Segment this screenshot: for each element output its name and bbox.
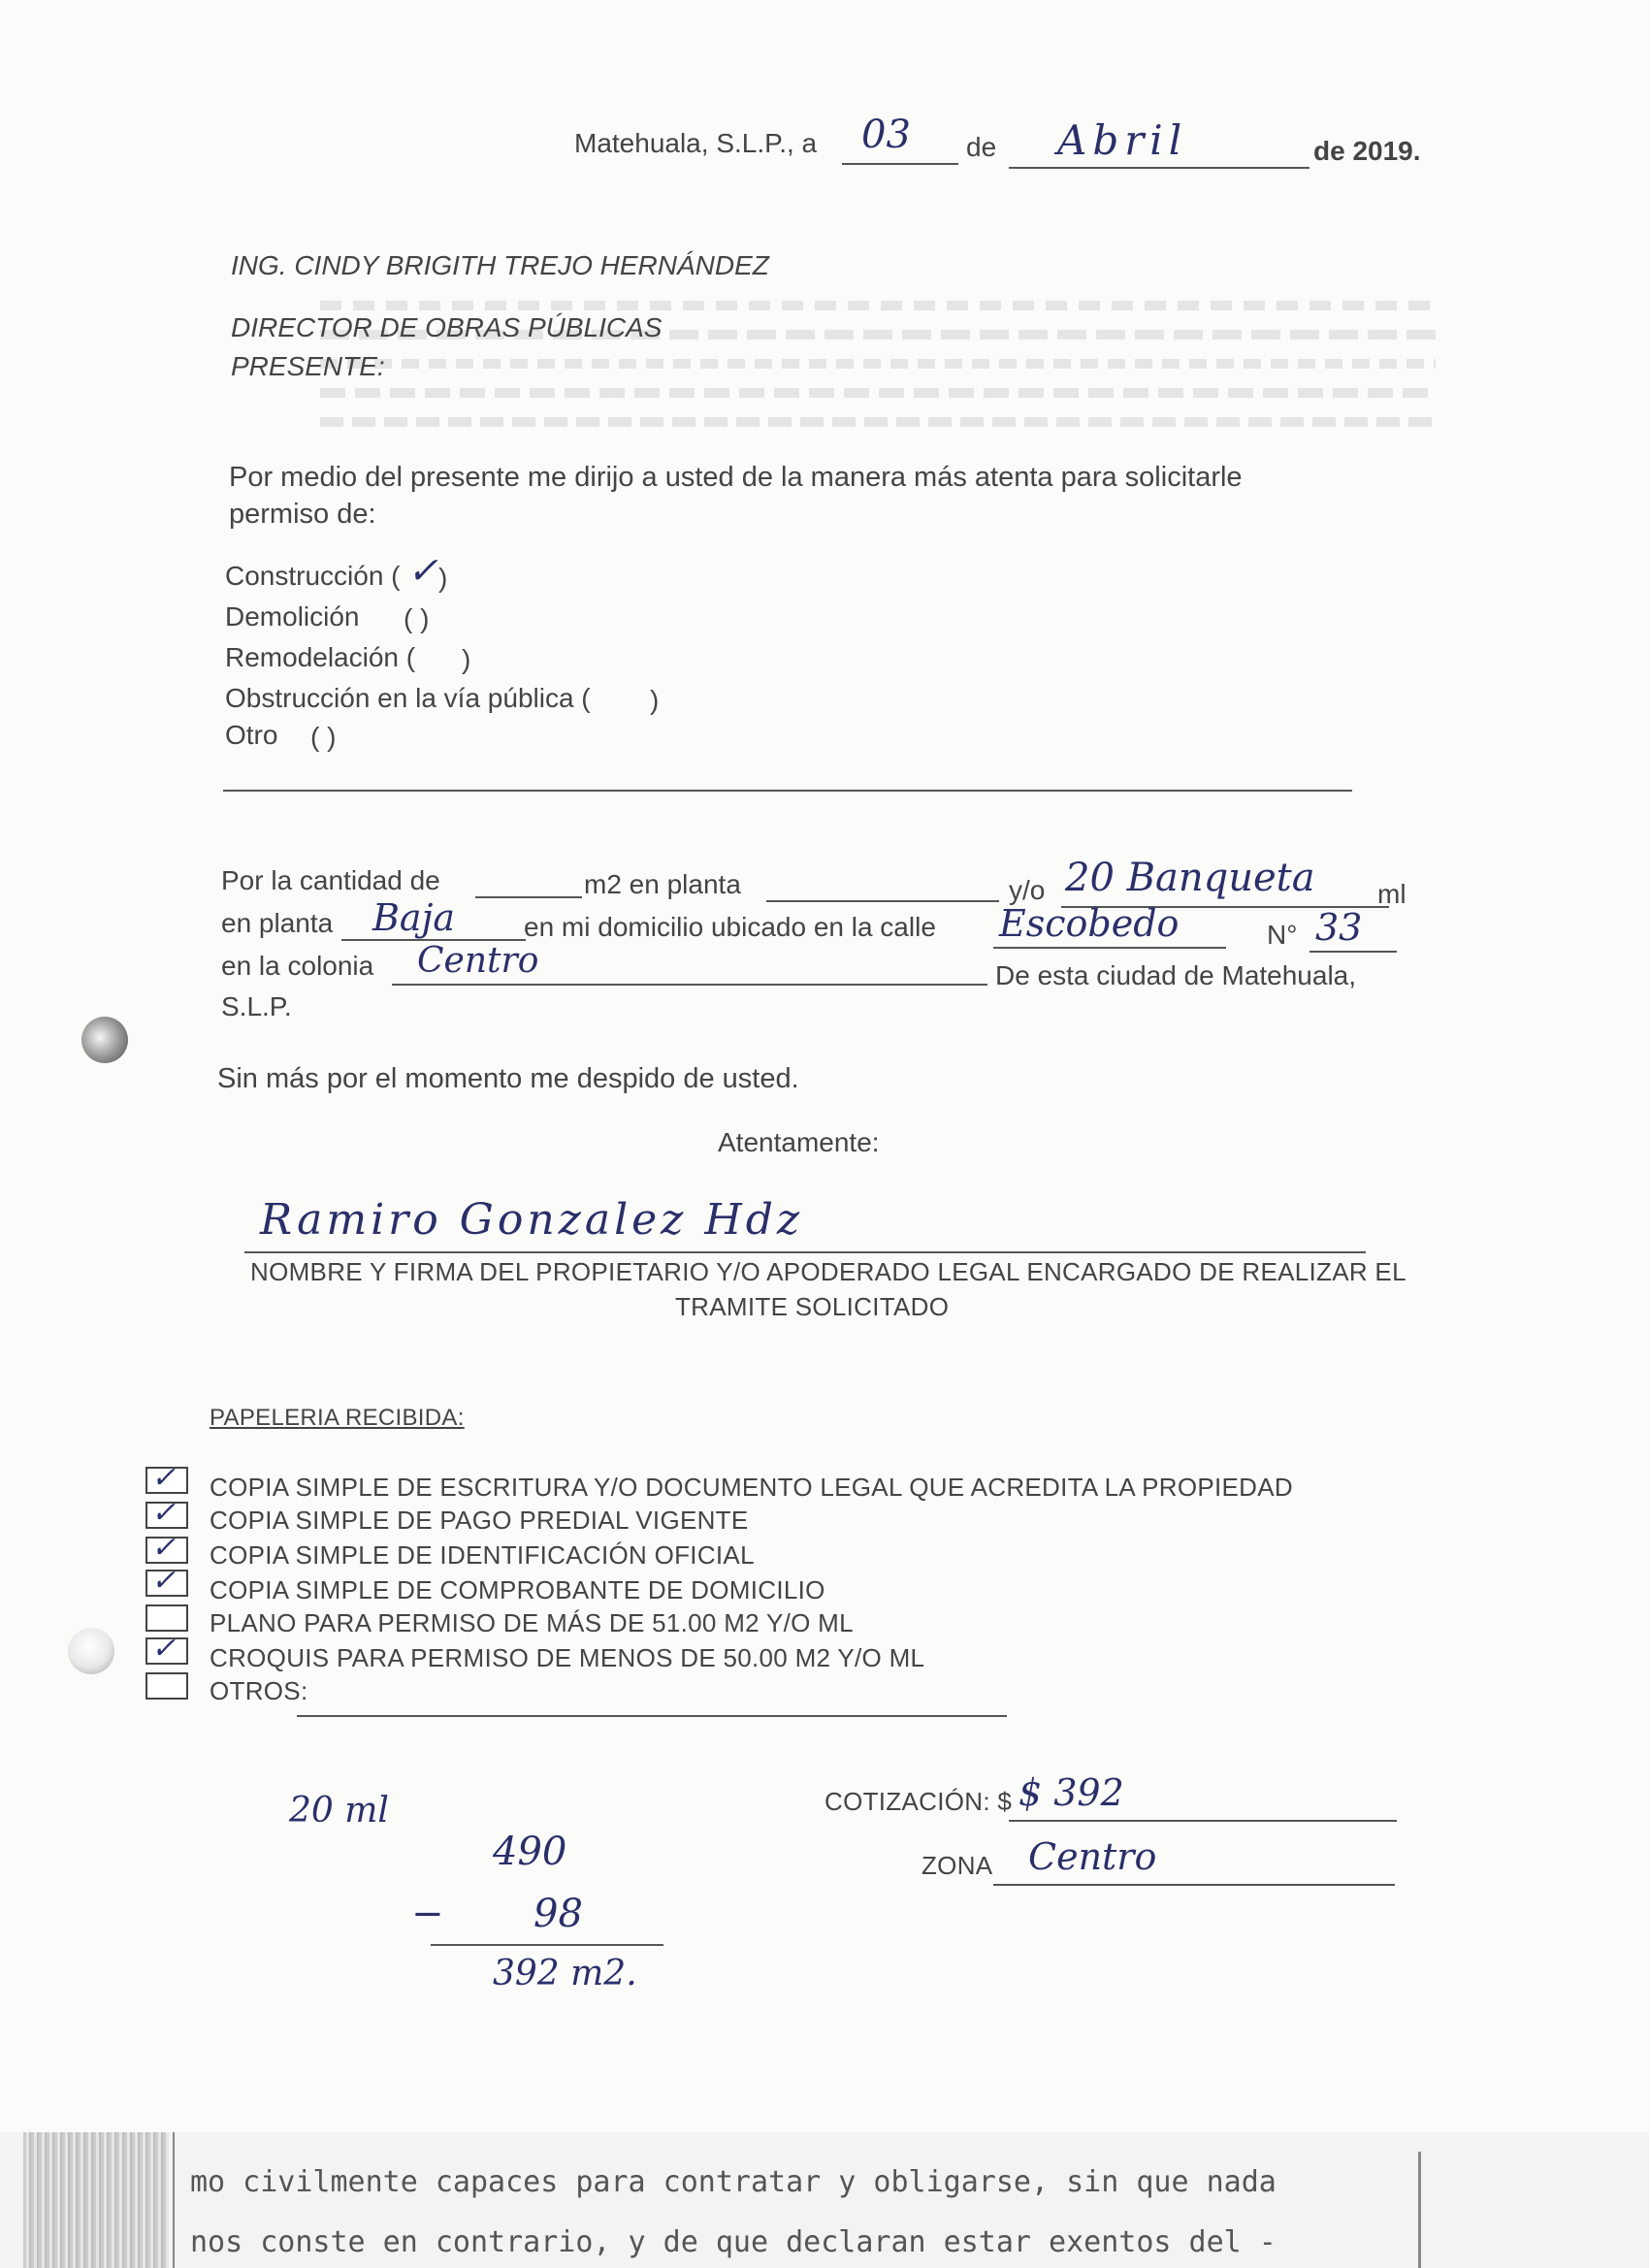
day-underline	[842, 163, 958, 165]
otro-underline	[223, 790, 1352, 792]
firma-caption-line2: TRAMITE SOLICITADO	[675, 1292, 950, 1321]
scan-noise-left	[23, 2132, 169, 2268]
firma-caption-line1: NOMBRE Y FIRMA DEL PROPIETARIO Y/O APODERADO LEGAL ENCARGADO DE REALIZAR EL	[250, 1257, 1406, 1286]
punch-hole-bottom	[68, 1628, 114, 1674]
checkbox[interactable]	[146, 1564, 188, 1598]
en-planta-label: en planta	[221, 908, 334, 938]
cantidad-label: Por la cantidad de	[221, 865, 440, 895]
checkbox[interactable]	[146, 1604, 188, 1632]
zona-label: ZONA	[922, 1851, 993, 1880]
check-mark-icon: ✓	[407, 549, 438, 592]
permit-label: Otro	[225, 720, 278, 750]
otros-underline	[297, 1715, 1007, 1717]
zona-value: Centro	[1028, 1835, 1157, 1878]
m2-label: m2 en planta	[584, 869, 741, 899]
papeleria-item-label: OTROS:	[210, 1676, 308, 1705]
checkbox[interactable]	[146, 1632, 188, 1666]
papeleria-item-label: PLANO PARA PERMISO DE MÁS DE 51.00 M2 Y/O ML	[210, 1608, 854, 1637]
cotizacion-label: COTIZACIÓN: $	[824, 1787, 1013, 1816]
papeleria-item-label: COPIA SIMPLE DE ESCRITURA Y/O DOCUMENTO LEGAL QUE ACREDITA LA PROPIEDAD	[210, 1473, 1293, 1502]
atentamente: Atentamente:	[718, 1127, 880, 1157]
typewriter-line2: nos conste en contrario, y de que declaran estar exentos del -	[190, 2225, 1277, 2259]
punch-hole-top	[81, 1017, 128, 1063]
permit-close: )	[438, 563, 448, 593]
check-mark-icon: ✓	[151, 1632, 177, 1666]
colonia-value: Centro	[417, 941, 539, 981]
date-place: Matehuala, S.L.P., a	[574, 128, 818, 158]
domicilio-label: en mi domicilio ubicado en la calle	[524, 912, 936, 942]
check-mark-icon: ✓	[151, 1461, 177, 1495]
date-day: 03	[861, 113, 911, 157]
scan-rule-right	[1418, 2152, 1421, 2268]
bleed-through	[320, 281, 1436, 825]
recipient-presente: PRESENTE:	[231, 351, 385, 381]
intro-line1: Por medio del presente me dirijo a usted de la manera más atenta para solicitarle	[229, 462, 1243, 493]
m2-underline	[766, 900, 999, 902]
cantidad-underline	[475, 896, 582, 898]
calle-underline	[993, 947, 1226, 949]
papeleria-item-label: COPIA SIMPLE DE PAGO PREDIAL VIGENTE	[210, 1506, 749, 1535]
permit-close: )	[650, 685, 660, 715]
date-year: de 2019.	[1313, 136, 1421, 166]
permit-close: ( )	[404, 603, 430, 633]
papeleria-item-label: COPIA SIMPLE DE IDENTIFICACIÓN OFICIAL	[210, 1540, 755, 1570]
permit-label: Obstrucción en la vía pública (	[225, 683, 591, 713]
planta-value: Baja	[372, 896, 456, 939]
permit-close: )	[462, 644, 471, 674]
checkbox[interactable]	[146, 1461, 188, 1495]
papeleria-item-label: COPIA SIMPLE DE COMPROBANTE DE DOMICILIO	[210, 1575, 825, 1604]
signature-line	[244, 1251, 1366, 1253]
signature: Ramiro Gonzalez Hdz	[260, 1195, 804, 1245]
recipient-name: ING. CINDY BRIGITH TREJO HERNÁNDEZ	[231, 250, 769, 280]
month-underline	[1009, 167, 1310, 169]
calc-line1: 20 ml	[289, 1791, 389, 1831]
colonia-label: en la colonia	[221, 951, 374, 981]
bottom-scan-strip	[0, 2132, 1649, 2268]
scan-rule-left	[173, 2132, 175, 2268]
ml-value: 20 Banqueta	[1065, 856, 1315, 900]
calc-line3: 98	[534, 1892, 583, 1936]
papeleria-item-label: CROQUIS PARA PERMISO DE MENOS DE 50.00 M2 Y/O ML	[210, 1643, 925, 1672]
calle-value: Escobedo	[999, 902, 1180, 945]
checkbox[interactable]	[146, 1496, 188, 1530]
slp-label: S.L.P.	[221, 991, 292, 1021]
cotizacion-value: $ 392	[1018, 1771, 1124, 1814]
checkbox[interactable]	[146, 1672, 188, 1700]
calc-rule	[431, 1944, 663, 1946]
despedida: Sin más por el momento me despido de usted.	[217, 1063, 799, 1094]
recipient-title: DIRECTOR DE OBRAS PÚBLICAS	[231, 312, 663, 342]
permit-close: ( )	[310, 722, 337, 752]
date-month: Abril	[1057, 116, 1188, 164]
colonia-underline	[392, 984, 987, 986]
calc-minus: −	[411, 1892, 444, 1936]
num-value: 33	[1315, 906, 1363, 949]
check-mark-icon: ✓	[151, 1564, 177, 1598]
ml-suffix: ml	[1377, 879, 1406, 909]
calc-line2: 490	[493, 1830, 567, 1874]
num-underline	[1310, 951, 1397, 953]
permit-label: Remodelación (	[225, 642, 416, 672]
permit-label: Construcción (	[225, 561, 401, 591]
ciudad-label: De esta ciudad de Matehuala,	[995, 960, 1357, 990]
num-label: N°	[1267, 920, 1298, 950]
check-mark-icon: ✓	[151, 1531, 177, 1565]
yo-label: y/o	[1009, 875, 1046, 905]
zona-underline	[993, 1884, 1395, 1886]
checkbox[interactable]	[146, 1531, 188, 1565]
permit-label: Demolición	[225, 601, 360, 632]
date-de: de	[966, 132, 997, 162]
papeleria-title: PAPELERIA RECIBIDA:	[210, 1405, 465, 1431]
intro-line2: permiso de:	[229, 499, 376, 530]
typewriter-line1: mo civilmente capaces para contratar y obligarse, sin que nada	[190, 2165, 1277, 2199]
cotizacion-underline	[1009, 1820, 1397, 1822]
check-mark-icon: ✓	[151, 1496, 177, 1530]
calc-result: 392 m2.	[493, 1954, 637, 1993]
